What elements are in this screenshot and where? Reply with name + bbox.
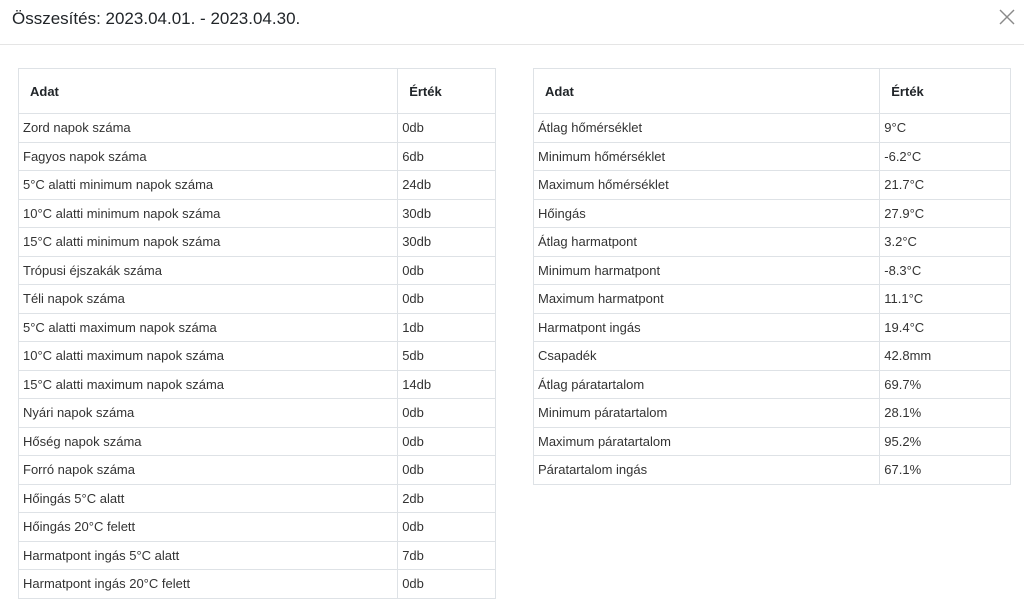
table-row bbox=[19, 484, 496, 513]
table-row bbox=[534, 171, 1011, 200]
cell-label: 5°C alatti minimum napok száma bbox=[19, 171, 398, 200]
cell-label: Harmatpont ingás 20°C felett bbox=[19, 570, 398, 599]
close-button[interactable] bbox=[996, 6, 1018, 28]
cell-value: 7db bbox=[398, 541, 496, 570]
cell-value: -6.2°C bbox=[880, 142, 1011, 171]
cell-value: 30db bbox=[398, 199, 496, 228]
table-header-row bbox=[534, 69, 1011, 114]
cell-label: Fagyos napok száma bbox=[19, 142, 398, 171]
cell-value: 2db bbox=[398, 484, 496, 513]
table-row bbox=[19, 313, 496, 342]
table-row bbox=[534, 342, 1011, 371]
table-row bbox=[19, 342, 496, 371]
table-row bbox=[19, 256, 496, 285]
table-row bbox=[19, 114, 496, 143]
cell-label: Hőingás 20°C felett bbox=[19, 513, 398, 542]
cell-label: 5°C alatti maximum napok száma bbox=[19, 313, 398, 342]
cell-value: 69.7% bbox=[880, 370, 1011, 399]
cell-value: 27.9°C bbox=[880, 199, 1011, 228]
cell-value: 11.1°C bbox=[880, 285, 1011, 314]
cell-label: Téli napok száma bbox=[19, 285, 398, 314]
column-header-ertek: Érték bbox=[398, 69, 496, 114]
table-row bbox=[534, 142, 1011, 171]
summary-table-left bbox=[18, 68, 496, 599]
column-header-adat: Adat bbox=[19, 69, 398, 114]
cell-value: 21.7°C bbox=[880, 171, 1011, 200]
cell-value: 1db bbox=[398, 313, 496, 342]
column-header-adat: Adat bbox=[534, 69, 880, 114]
modal-title: Összesítés: 2023.04.01. - 2023.04.30. bbox=[12, 9, 301, 28]
table-row bbox=[19, 399, 496, 428]
table-row bbox=[19, 513, 496, 542]
cell-value: 19.4°C bbox=[880, 313, 1011, 342]
cell-value: 0db bbox=[398, 256, 496, 285]
cell-label: Harmatpont ingás bbox=[534, 313, 880, 342]
table-row bbox=[534, 256, 1011, 285]
cell-label: Minimum páratartalom bbox=[534, 399, 880, 428]
cell-label: Átlag harmatpont bbox=[534, 228, 880, 257]
table-row bbox=[19, 142, 496, 171]
cell-value: 0db bbox=[398, 513, 496, 542]
table-row bbox=[534, 114, 1011, 143]
cell-label: Maximum hőmérséklet bbox=[534, 171, 880, 200]
table-row bbox=[534, 456, 1011, 485]
cell-label: Zord napok száma bbox=[19, 114, 398, 143]
table-row bbox=[19, 370, 496, 399]
cell-label: 15°C alatti minimum napok száma bbox=[19, 228, 398, 257]
cell-value: 0db bbox=[398, 456, 496, 485]
cell-value: 0db bbox=[398, 427, 496, 456]
table-body bbox=[534, 114, 1011, 485]
table-row bbox=[534, 370, 1011, 399]
modal-header bbox=[0, 0, 1024, 45]
cell-label: Trópusi éjszakák száma bbox=[19, 256, 398, 285]
cell-value: 67.1% bbox=[880, 456, 1011, 485]
cell-label: Harmatpont ingás 5°C alatt bbox=[19, 541, 398, 570]
cell-label: 10°C alatti minimum napok száma bbox=[19, 199, 398, 228]
table-row bbox=[534, 285, 1011, 314]
table-row bbox=[534, 199, 1011, 228]
table-row bbox=[534, 399, 1011, 428]
table-row bbox=[19, 199, 496, 228]
cell-label: Minimum hőmérséklet bbox=[534, 142, 880, 171]
cell-label: 15°C alatti maximum napok száma bbox=[19, 370, 398, 399]
column-header-ertek: Érték bbox=[880, 69, 1011, 114]
cell-value: 0db bbox=[398, 399, 496, 428]
cell-label: Maximum páratartalom bbox=[534, 427, 880, 456]
cell-value: 5db bbox=[398, 342, 496, 371]
cell-label: Csapadék bbox=[534, 342, 880, 371]
table-header-row bbox=[19, 69, 496, 114]
table-row bbox=[19, 570, 496, 599]
cell-label: 10°C alatti maximum napok száma bbox=[19, 342, 398, 371]
table-row bbox=[19, 541, 496, 570]
cell-value: -8.3°C bbox=[880, 256, 1011, 285]
cell-value: 24db bbox=[398, 171, 496, 200]
table-row bbox=[19, 171, 496, 200]
cell-value: 95.2% bbox=[880, 427, 1011, 456]
cell-value: 28.1% bbox=[880, 399, 1011, 428]
table-row bbox=[19, 285, 496, 314]
close-icon bbox=[996, 6, 1018, 28]
cell-label: Átlag páratartalom bbox=[534, 370, 880, 399]
cell-label: Forró napok száma bbox=[19, 456, 398, 485]
cell-value: 14db bbox=[398, 370, 496, 399]
cell-label: Hőség napok száma bbox=[19, 427, 398, 456]
table-row bbox=[534, 228, 1011, 257]
table-row bbox=[19, 456, 496, 485]
cell-value: 30db bbox=[398, 228, 496, 257]
summary-table-right bbox=[533, 68, 1011, 485]
cell-value: 0db bbox=[398, 570, 496, 599]
cell-value: 0db bbox=[398, 114, 496, 143]
cell-value: 9°C bbox=[880, 114, 1011, 143]
cell-label: Átlag hőmérséklet bbox=[534, 114, 880, 143]
table-row bbox=[534, 313, 1011, 342]
cell-label: Nyári napok száma bbox=[19, 399, 398, 428]
cell-label: Maximum harmatpont bbox=[534, 285, 880, 314]
cell-label: Hőingás bbox=[534, 199, 880, 228]
table-row bbox=[19, 427, 496, 456]
cell-value: 6db bbox=[398, 142, 496, 171]
table-body bbox=[19, 114, 496, 599]
table-row bbox=[534, 427, 1011, 456]
cell-label: Hőingás 5°C alatt bbox=[19, 484, 398, 513]
table-row bbox=[19, 228, 496, 257]
cell-label: Páratartalom ingás bbox=[534, 456, 880, 485]
cell-label: Minimum harmatpont bbox=[534, 256, 880, 285]
cell-value: 3.2°C bbox=[880, 228, 1011, 257]
cell-value: 42.8mm bbox=[880, 342, 1011, 371]
cell-value: 0db bbox=[398, 285, 496, 314]
